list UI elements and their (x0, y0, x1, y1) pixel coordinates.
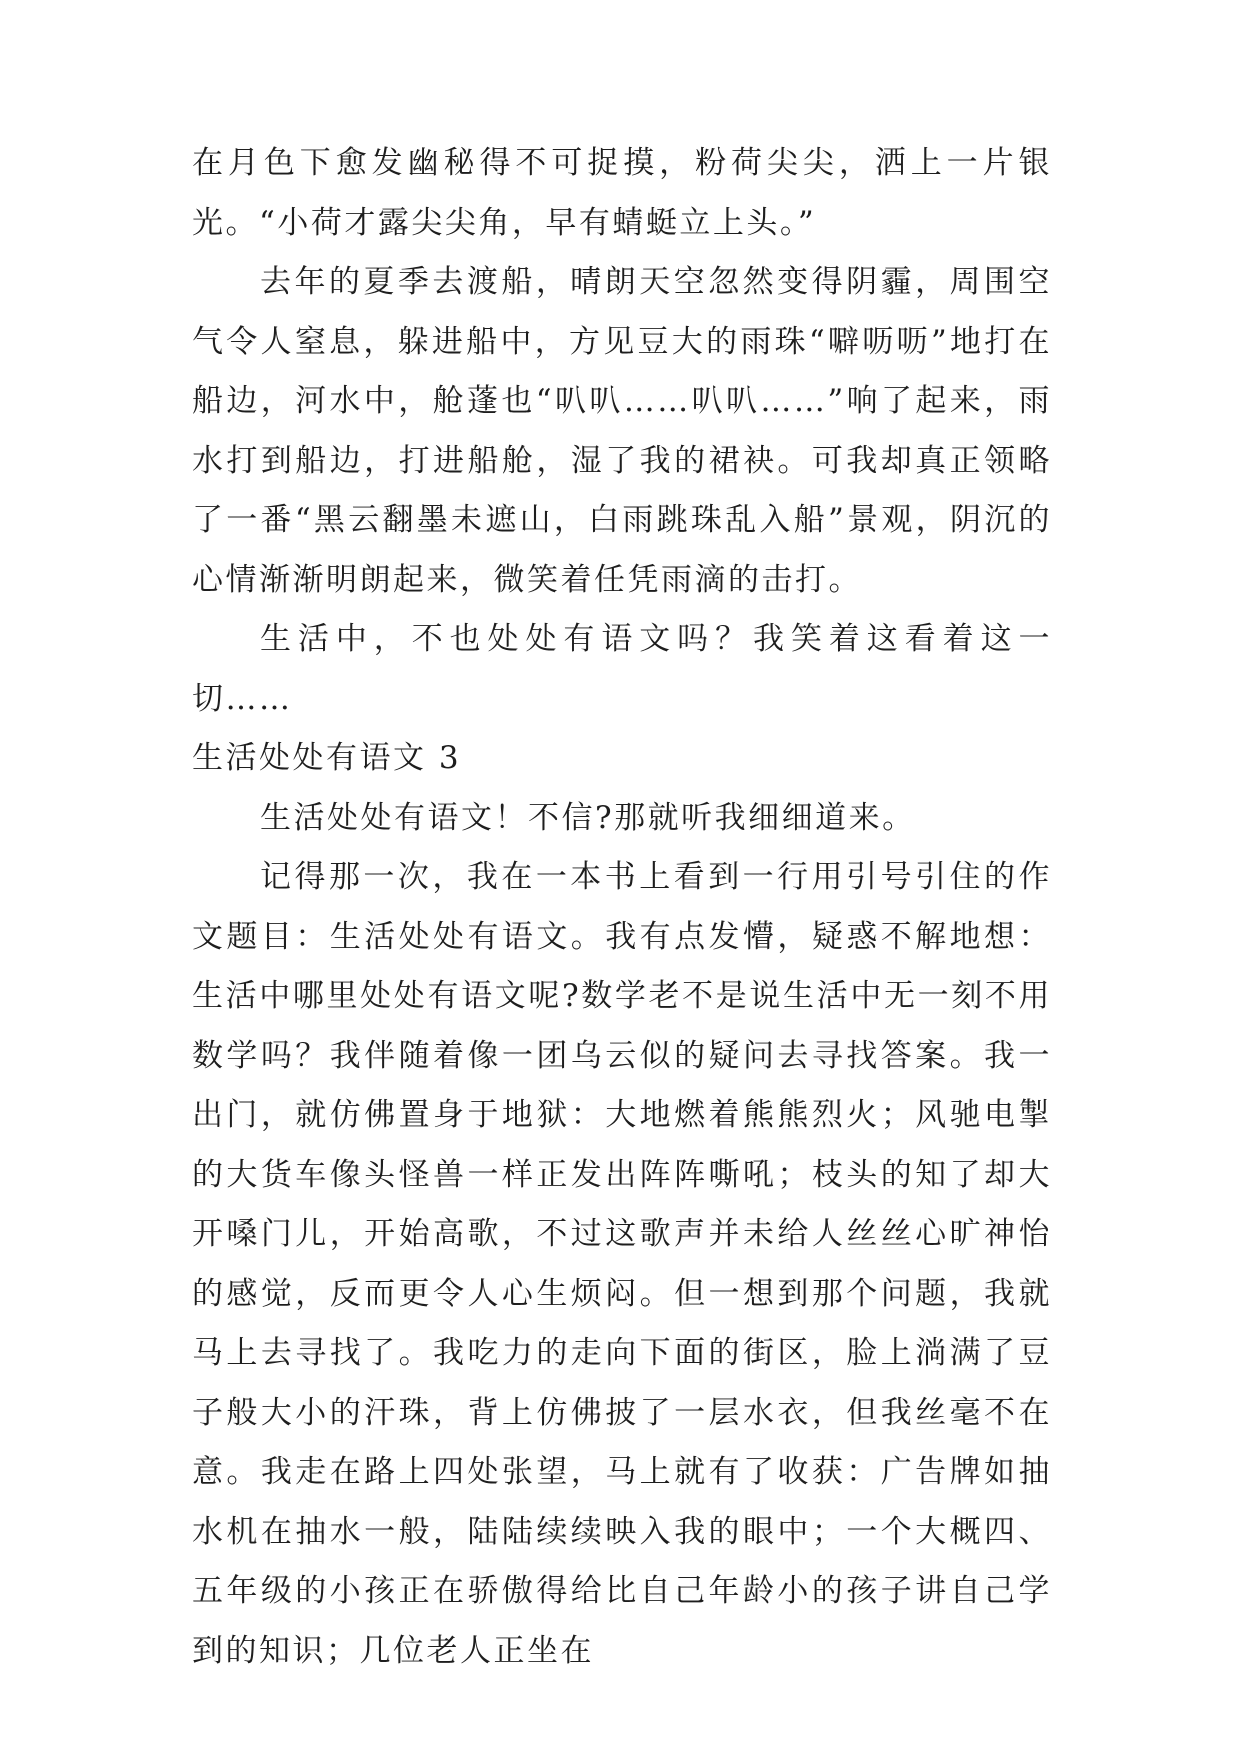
paragraph-story: 记得那一次，我在一本书上看到一行用引号引住的作文题目：生活处处有语文。我有点发懵，疑惑不解地想：生活中哪里处处有语文呢?数学老不是说生活中无一刻不用数学吗？我伴随着像一团乌云似的疑问去寻找答案。我一出门，就仿佛置身于地狱：大地燃着熊熊烈火；风驰电掣的大货车像头怪兽一样正发出阵阵嘶吼；枝头的知了却大开嗓门儿，开始高歌，不过这歌声并未给人丝丝心旷神怡的感觉，反而更令人心生烦闷。但一想到那个问题，我就马上去寻找了。我吃力的走向下面的街区，脸上淌满了豆子般大小的汗珠，背上仿佛披了一层水衣，但我丝毫不在意。我走在路上四处张望，马上就有了收获：广告牌如抽水机在抽水一般，陆陆续续映入我的眼中；一个大概四、五年级的小孩正在骄傲得给比自己年龄小的孩子讲自己学到的知识；几位老人正坐在 (192, 859, 1052, 1669)
paragraph-ferry-rain: 去年的夏季去渡船，晴朗天空忽然变得阴霾，周围空气令人窒息，躲进船中，方见豆大的雨珠“噼呖呖”地打在船边，河水中，舱蓬也“叭叭……叭叭……”响了起来，雨水打到船边，打进船舱，湿了我的裙袂。可我却真正领略了一番“黑云翻墨未遮山，白雨跳珠乱入船”景观，阴沉的心情渐渐明朗起来，微笑着任凭雨滴的击打。 (192, 264, 1052, 598)
section-heading: 生活处处有语文 3 (192, 740, 462, 776)
document-body (192, 134, 1052, 1681)
paragraph-conclusion: 生活中，不也处处有语文吗？我笑着这看着这一切…… (192, 621, 1052, 717)
paragraph-moonlit-lotus: 在月色下愈发幽秘得不可捉摸，粉荷尖尖，洒上一片银光。“小荷才露尖尖角，早有蜻蜓立上头。” (192, 145, 1052, 241)
paragraph-intro: 生活处处有语文！不信?那就听我细细道来。 (260, 799, 916, 836)
